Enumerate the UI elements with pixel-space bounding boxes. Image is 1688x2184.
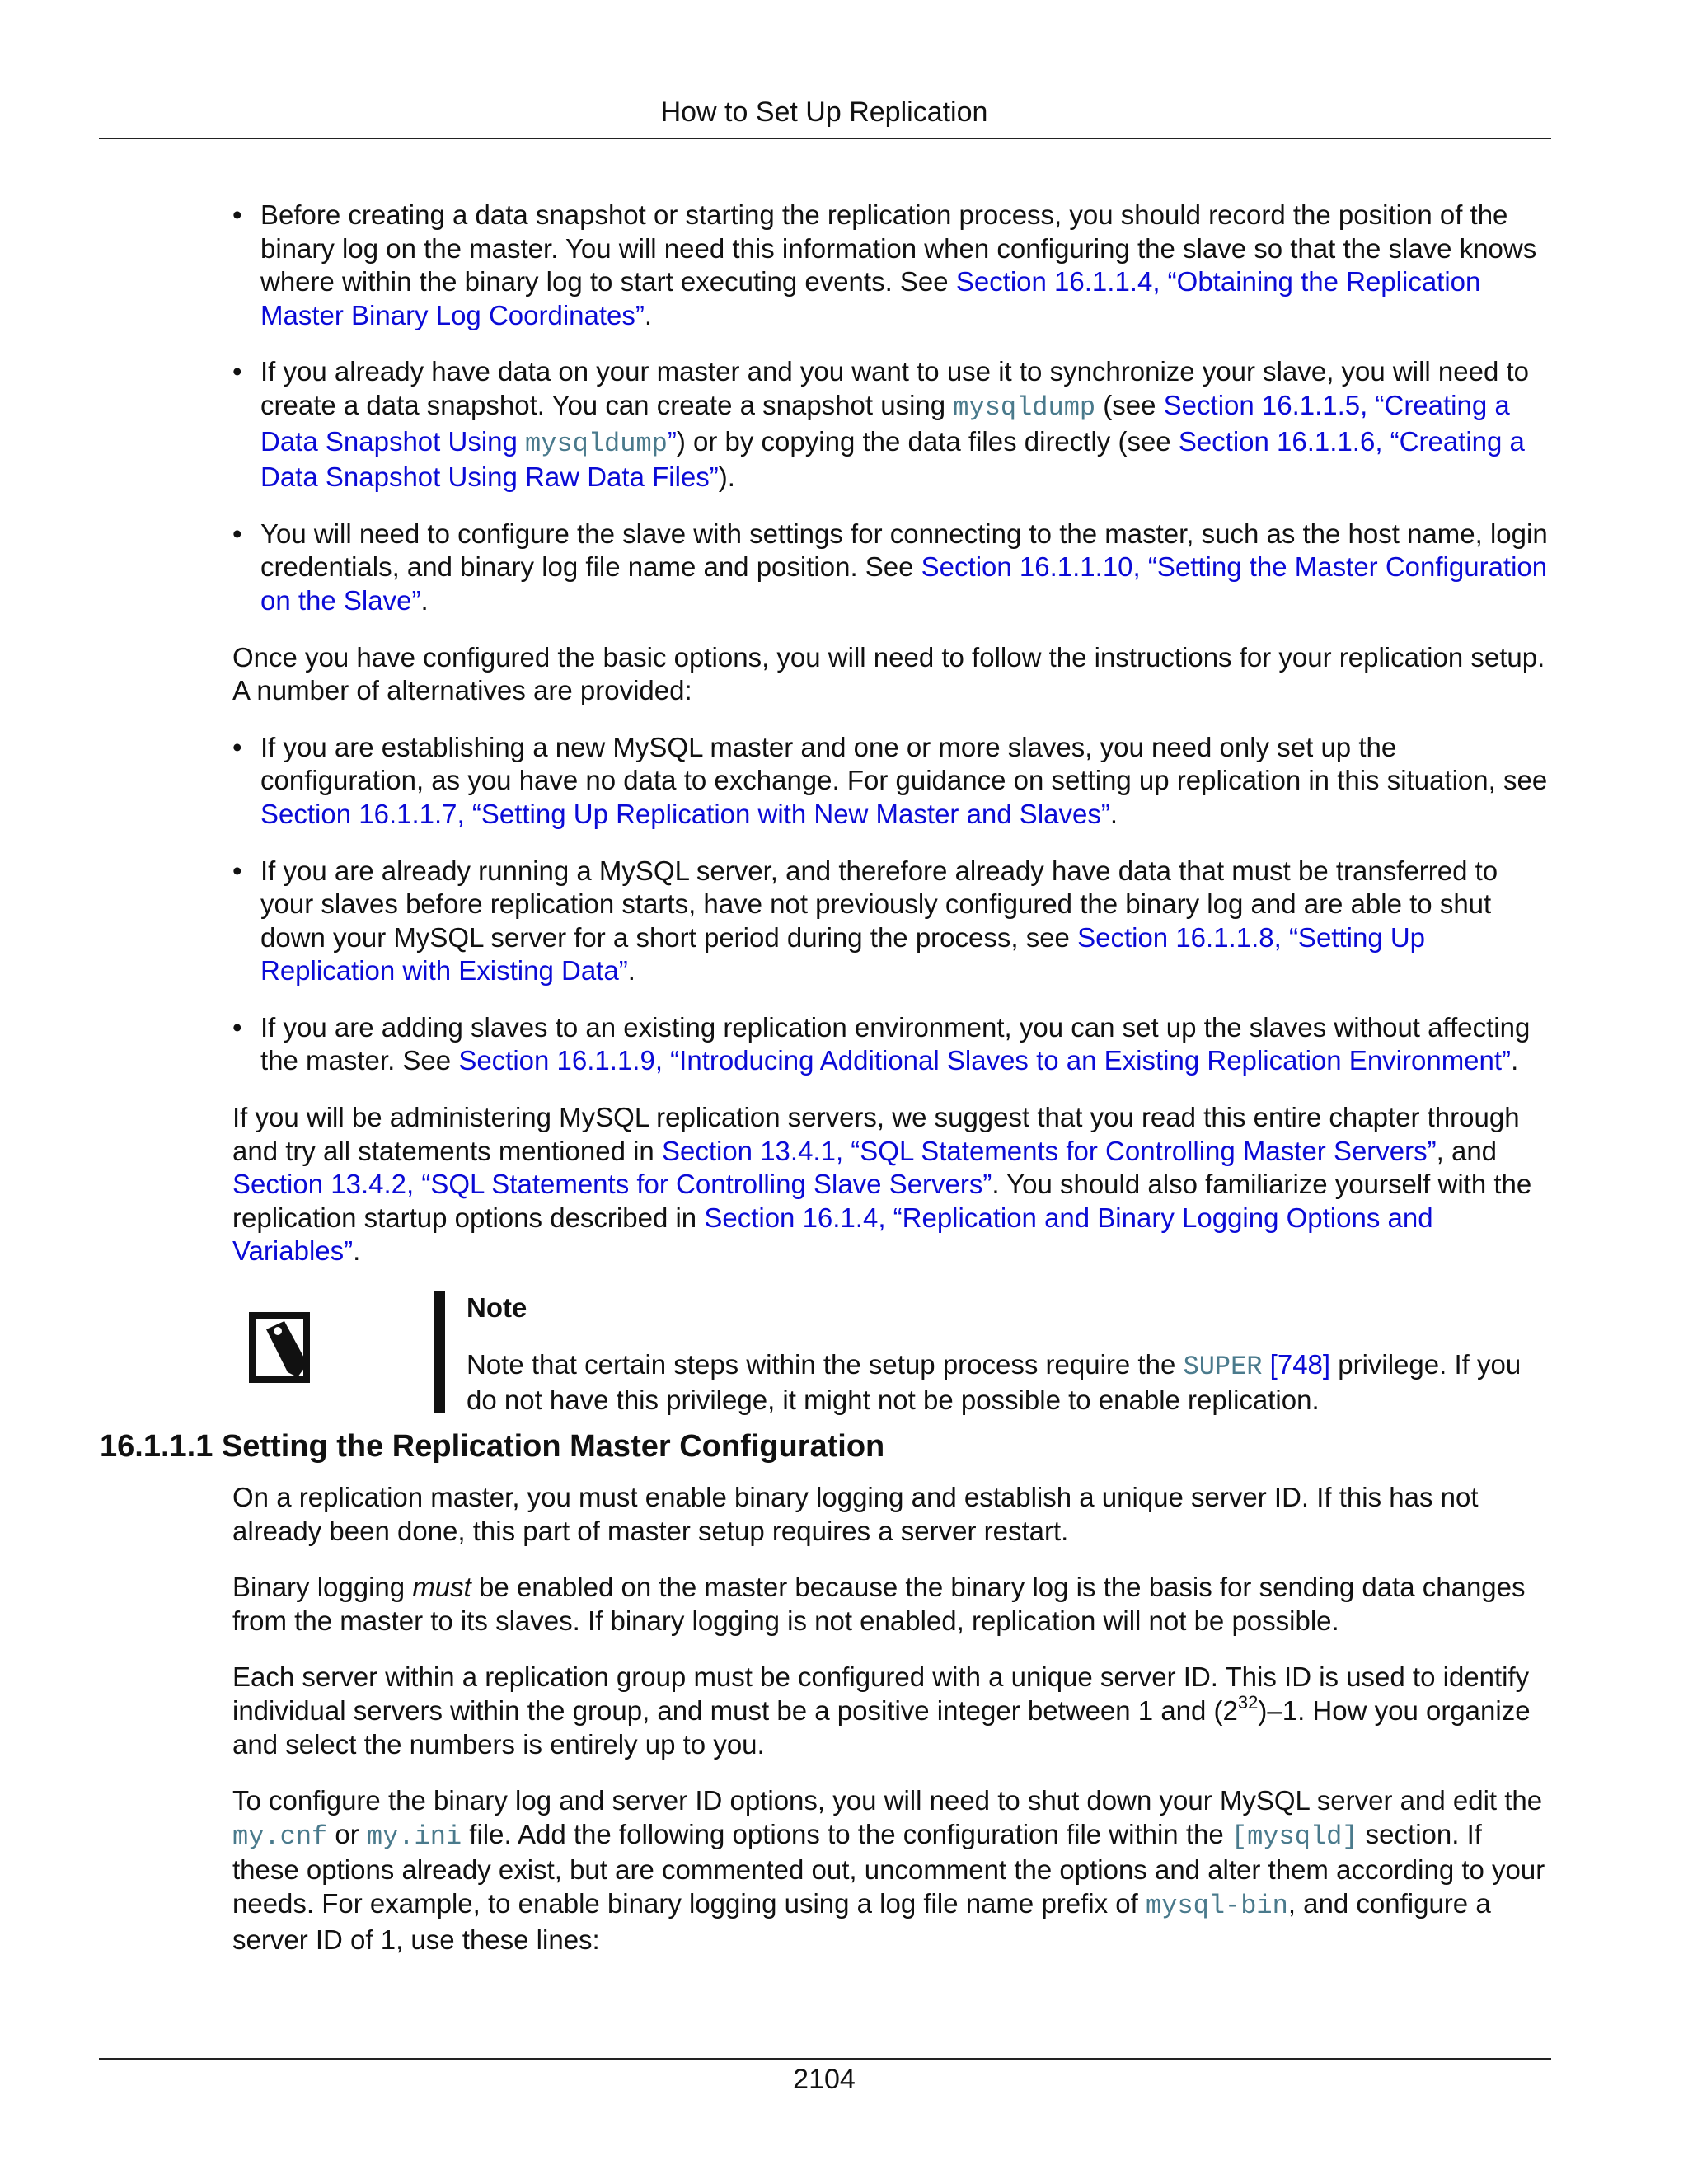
paragraph: On a replication master, you must enable binary logging and establish a unique server ID. If this has not already been done, this part of master setup requires a server restart. (232, 1482, 1479, 1546)
list-item: • You will need to configure the slave with settings for connecting to the master, such as the host name, login credentials, and binary log file name and position. See Section 16.1.1.10, “Setting the Master Configuration on the Slave”. (232, 518, 1548, 616)
bullet-icon: • (232, 199, 242, 230)
bullet-icon: • (232, 518, 242, 549)
paragraph: If you will be administering MySQL replication servers, we suggest that you read this entire chapter through and try all statements mentioned in Section 13.4.1, “SQL Statements for Controlling Master Servers”, and Section 13.4.2, “SQL Statements for Controlling Slave Servers”. You should also familiarize yourself with the replication startup options described in Section 16.1.4, “Replication and Binary Logging Options and Variables”. (232, 1102, 1532, 1267)
note-body (467, 1291, 1551, 1418)
page-content (100, 199, 1551, 1980)
list-item: • If you are already running a MySQL server, and therefore already have data that must be transferred to your slaves before replication starts, have not previously configured the binary log and are able to shut down your MySQL server for a short period during the process, see Section 16.1.1.8, “Setting Up Replication with Existing Data”. (232, 855, 1498, 987)
section-link[interactable]: Section 16.1.1.9, “Introducing Additional Slaves to an Existing Replication Environment” (458, 1045, 1512, 1076)
command-link[interactable]: mysqldump (953, 391, 1096, 423)
section-heading: 16.1.1.1 Setting the Replication Master Configuration (100, 1429, 885, 1465)
option-link[interactable]: mysql-bin (1146, 1890, 1288, 1921)
privilege-link[interactable]: SUPER (1183, 1351, 1263, 1382)
running-header: How to Set Up Replication (660, 96, 988, 128)
section-link[interactable]: Section 16.1.1.7, “Setting Up Replication with New Master and Slaves” (260, 798, 1110, 829)
note-pencil-icon (248, 1310, 316, 1385)
section-link[interactable]: Section 13.4.2, “SQL Statements for Controlling Slave Servers” (232, 1169, 992, 1200)
bullet-icon: • (232, 855, 242, 886)
section-link[interactable]: Section 16.1.4, “Replication and Binary Logging Options and Variables” (232, 1202, 1433, 1267)
page-reference-link[interactable]: [748] (1269, 1348, 1331, 1380)
note-text: Note that certain steps within the setup process require the SUPER [748] privilege. If you do not have this privilege, it might not be possible to enable replication. (467, 1348, 1522, 1416)
exponent: 32 (1237, 1692, 1259, 1713)
paragraph: Once you have configured the basic options, you will need to follow the instructions for your replication setup. A number of alternatives are provided: (232, 641, 1545, 706)
section-link[interactable]: Section 13.4.1, “SQL Statements for Controlling Master Servers” (661, 1135, 1437, 1166)
bullet-icon: • (232, 731, 242, 762)
bullet-icon: • (232, 1011, 242, 1043)
list-item: • If you already have data on your master and you want to use it to synchronize your slave, you will need to create a data snapshot. You can create a snapshot using mysqldump (see Section 16.1.1.5, “Creating a Data Snapshot Using mysqldump”) or by copying the data files directly (see Section 16.1.1.6, “Creating a Data Snapshot Using Raw Data Files”). (232, 356, 1530, 493)
paragraph: Binary logging must be enabled on the master because the binary log is the basis for sending data changes from the master to its slaves. If binary logging is not enabled, replication will not be possible. (232, 1572, 1526, 1636)
page-number: 2104 (793, 2064, 856, 2095)
footer-rule (99, 2058, 1551, 2060)
option-group-link[interactable]: [mysqld] (1231, 1821, 1358, 1852)
bullet-icon: • (232, 356, 242, 387)
list-item: • Before creating a data snapshot or starting the replication process, you should record the position of the binary log on the master. You will need this information when configuring the slave so that the slave knows where within the binary log to start executing events. See Section 16.1.1.4, “Obtaining the Replication Master Binary Log Coordinates”. (232, 199, 1537, 330)
section-link[interactable]: Section 16.1.1.10, “Setting the Master Configuration on the Slave” (260, 551, 1548, 616)
paragraph: To configure the binary log and server ID options, you will need to shut down your MySQL server and edit the my.cnf or my.ini file. Add the following options to the configuration file within the [mysqld] section. If these options already exist, but are commented out, uncomment the options and alter them according to your needs. For example, to enable binary logging using a log file name prefix of mysql-bin, and configure a server ID of 1, use these lines: (232, 1785, 1545, 1955)
note-box (232, 1291, 1551, 1417)
section-link[interactable]: Section 16.1.1.5, “Creating a Data Snapshot Using mysqldump” (260, 389, 1510, 459)
paragraph: Each server within a replication group must be configured with a unique server ID. This ID is used to identify individual servers within the group, and must be a positive integer between 1 and $(2^{32})-1$. How you organize and select the numbers is entirely up to you. (232, 1661, 1531, 1760)
section-link[interactable]: Section 16.1.1.6, “Creating a Data Snapshot Using Raw Data Files” (260, 425, 1525, 493)
note-bar (434, 1291, 445, 1413)
list-item: • If you are establishing a new MySQL master and one or more slaves, you need only set up the configuration, as you have no data to exchange. For guidance on setting up replication in this situation, see Section 16.1.1.7, “Setting Up Replication with New Master and Slaves”. (232, 731, 1548, 829)
file-link[interactable]: my.cnf (232, 1821, 328, 1852)
section-link[interactable]: Section 16.1.1.8, “Setting Up Replication with Existing Data” (260, 921, 1426, 987)
list-item: • If you are adding slaves to an existing replication environment, you can set up the slaves without affecting the master. See Section 16.1.1.9, “Introducing Additional Slaves to an Existing Replication Environment”. (232, 1011, 1531, 1076)
header-rule (99, 138, 1551, 139)
section-link[interactable]: Section 16.1.1.4, “Obtaining the Replication Master Binary Log Coordinates” (260, 266, 1481, 330)
note-title: Note (467, 1292, 528, 1324)
file-link[interactable]: my.ini (366, 1821, 462, 1852)
